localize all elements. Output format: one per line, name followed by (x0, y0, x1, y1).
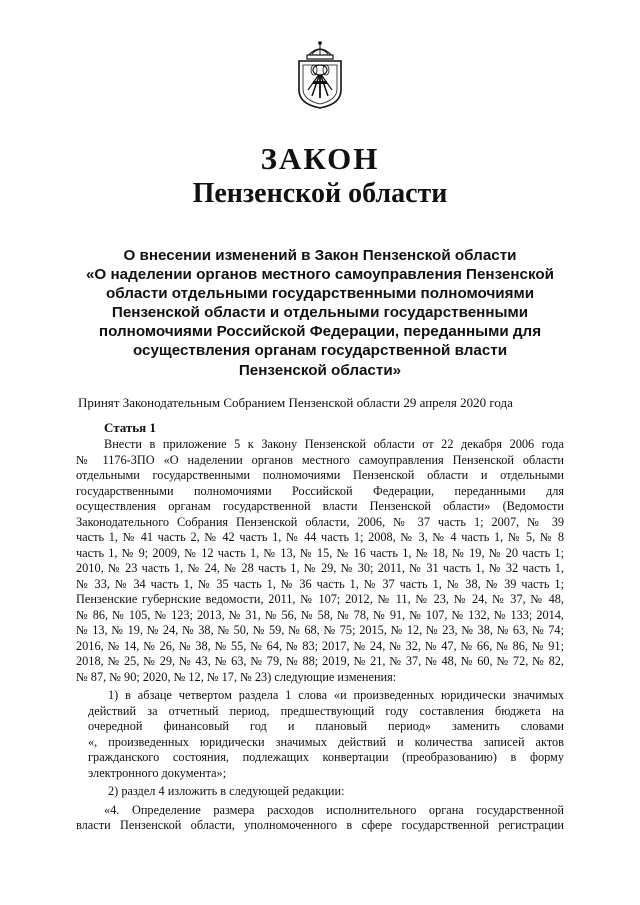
paragraph-line: № 33, № 34 часть 1, № 35 часть 1, № 36 часть 1, № 37 часть 1, № 38, № 39 часть 1; (76, 576, 564, 591)
paragraph-line: государственными полномочиями Российской Федерации, переданными для (76, 483, 564, 498)
paragraph-line: № 86, № 105, № 123; 2013, № 31, № 56, № 58, № 78, № 91, № 107, № 132, № 133; 2014, (76, 607, 564, 622)
list-item-2 (76, 784, 564, 800)
item-line: «, произведенных юридически значимых действий и количества записей актов (88, 734, 564, 749)
paragraph-line: Законодательного Собрания Пензенской области, 2006, № 37 часть 1; 2007, № 39 (76, 514, 564, 529)
law-title: ЗАКОН (260, 141, 380, 176)
item-line: 1) в абзаце четвертом раздела 1 слова «и произведенных юридически значимых (108, 688, 564, 702)
paragraph-line: 2018, № 25, № 29, № 43, № 63, № 79, № 88; 2019, № 21, № 37, № 48, № 60, № 72, № 82, (76, 654, 564, 668)
adoption-statement: Принят Законодательным Собранием Пензенской области 29 апреля 2020 года (78, 395, 513, 410)
subject-line: осуществления органам государственной власти (132, 342, 508, 360)
subject-line: области отдельными государственными полномочиями (105, 285, 535, 303)
list-item-1 (76, 688, 564, 781)
paragraph-line: Внести в приложение 5 к Закону Пензенской области от 22 декабря 2006 года (104, 437, 564, 451)
subject-line: «О наделении органов местного самоуправления Пензенской (85, 266, 555, 284)
paragraph-line: отдельными государственными полномочиями Пензенской области и отдельными (76, 468, 564, 482)
paragraph-line: № 87, № 90; 2020, № 12, № 17, № 23) следующие изменения: (76, 669, 397, 684)
law-subject (60, 246, 580, 380)
paragraph-line: № 1176-ЗПО «О наделении органов местного самоуправления Пензенской области (76, 452, 564, 467)
item-line: гражданского состояния, подлежащих конвертации (преобразованию) в форму (88, 750, 564, 764)
subject-line: Пензенской области» (238, 361, 402, 379)
article-heading: Статья 1 (104, 420, 156, 435)
subject-line: Пензенской области и отдельными государственными (111, 304, 529, 322)
paragraph-line: 2010, № 23 часть 1, № 24, № 28 часть 1, № 29, № 30; 2011, № 31 часть 1, № 32 часть 1, (76, 561, 564, 575)
paragraph-line: часть 1, № 9; 2009, № 12 часть 1, № 13, № 15, № 16 часть 1, № 18, № 19, № 20 часть 1; (76, 545, 564, 560)
item-line: действий за отчетный период, предшествующий году составления бюджета на (88, 703, 564, 718)
paragraph-line: 2016, № 14, № 26, № 38, № 55, № 64, № 83; 2017, № 24, № 32, № 47, № 66, № 86, № 91; (76, 638, 564, 653)
quote-line: «4. Определение размера расходов исполнительного органа государственной (104, 802, 564, 817)
subject-line: полномочиями Российской Федерации, переданными для (98, 323, 542, 341)
paragraph-line: № 13, № 19, № 24, № 38, № 50, № 59, № 68, № 75; 2015, № 12, № 23, № 38, № 63, № 74; (76, 623, 564, 637)
item-line: 2) раздел 4 изложить в следующей редакции: (108, 784, 345, 798)
item-line: электронного документа»; (88, 765, 227, 780)
paragraph-line: Пензенские губернские ведомости, 2011, № 107; 2012, № 11, № 23, № 24, № 37, № 48, (76, 592, 564, 606)
article-body (76, 437, 564, 834)
paragraph-line: осуществления органам государственной власти Пензенской области» (Ведомости (76, 499, 564, 513)
item-line: очередной финансовый год и плановый период» заменить словами (88, 719, 564, 733)
quoted-section-4 (76, 803, 564, 834)
paragraph-line: часть 1, № 41 часть 2, № 42 часть 1, № 44 часть 1; 2008, № 3, № 4 часть 1, № 5, № 8 (76, 530, 564, 544)
quote-line: власти Пензенской области, уполномоченного в сфере государственной регистрации (76, 818, 564, 832)
law-region: Пензенской области (192, 178, 448, 209)
subject-line: О внесении изменений в Закон Пензенской области (123, 247, 517, 264)
coat-of-arms-icon (294, 40, 346, 110)
